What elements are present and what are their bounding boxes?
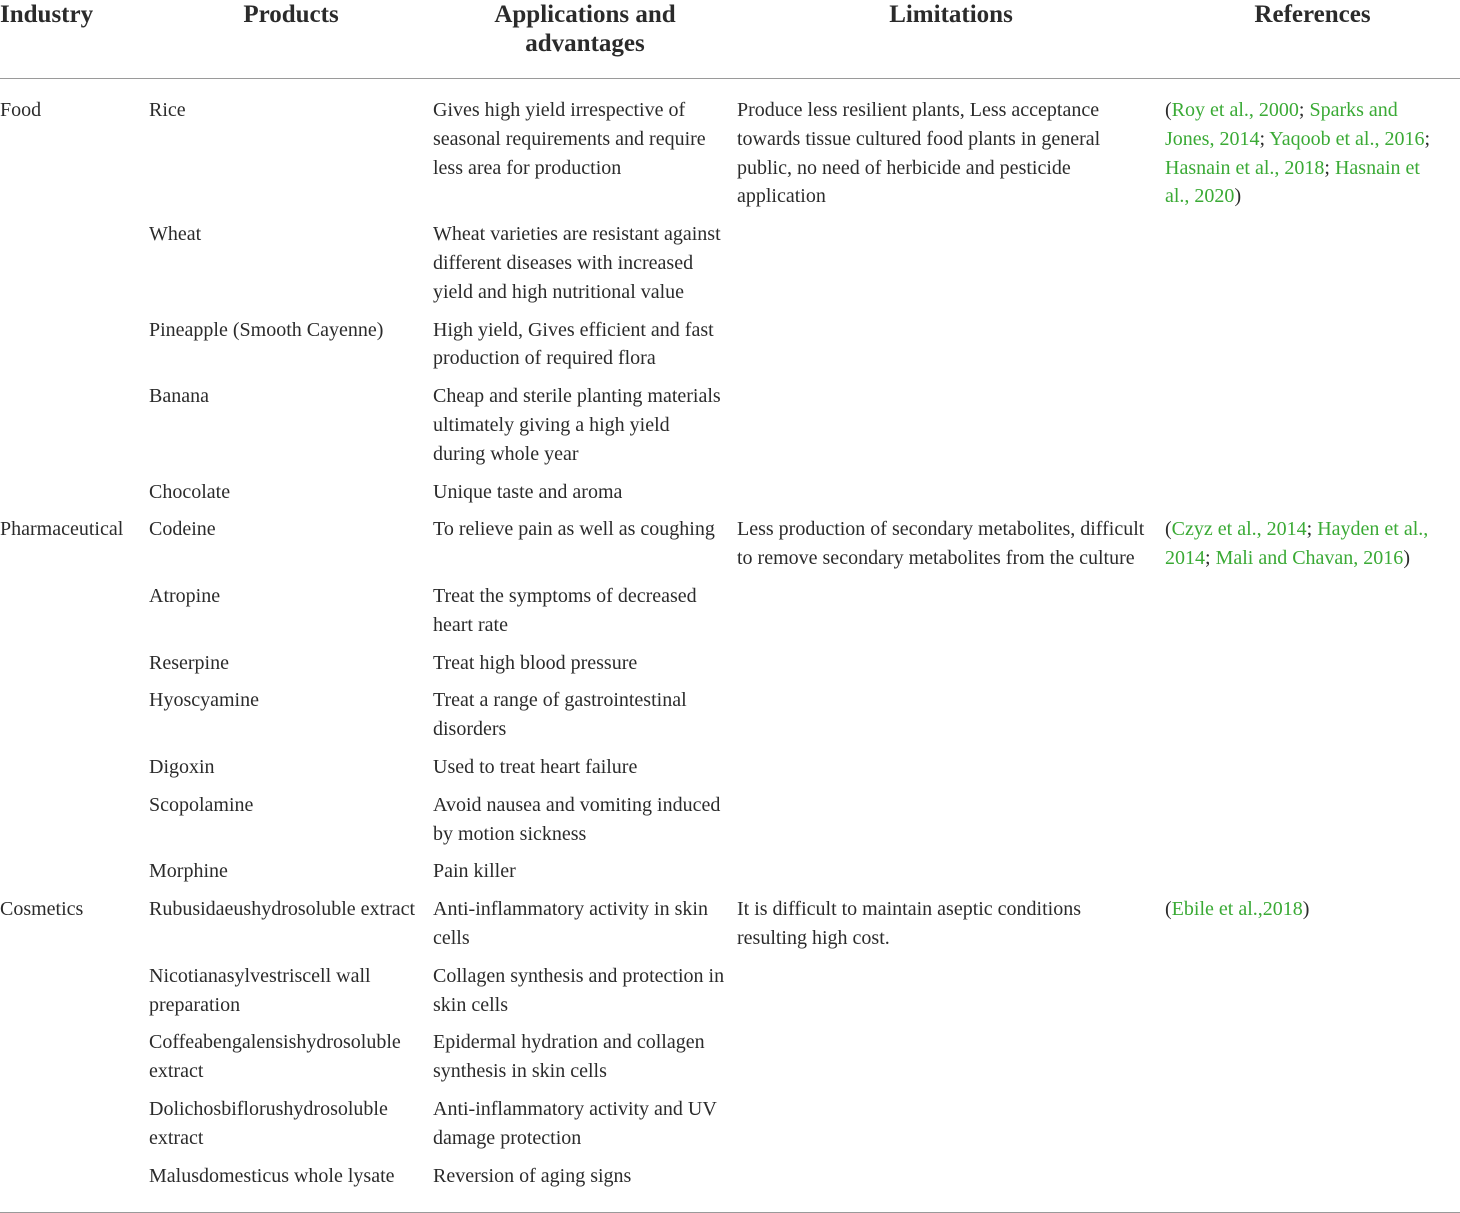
cell-limitation: Less production of secondary metabolites, difficult to remove secondary metabolites from the culture — [737, 518, 1145, 570]
cell-references: (Ebile et al.,2018) — [1165, 898, 1310, 921]
cell-references — [1165, 1157, 1460, 1213]
cell-limitation — [737, 786, 1165, 853]
cell-industry — [0, 681, 149, 748]
cell-application: To relieve pain as well as coughing — [433, 518, 715, 541]
table-row — [0, 577, 1460, 644]
cell-product: Dolichosbiflorushydrosoluble extract — [149, 1097, 388, 1149]
cell-limitation — [737, 215, 1165, 310]
cell-application: Pain killer — [433, 860, 516, 883]
table-row — [0, 377, 1460, 472]
cell-product: Atropine — [149, 584, 221, 607]
cell-references — [1165, 852, 1460, 890]
cell-limitation — [737, 1157, 1165, 1213]
cell-industry — [0, 786, 149, 853]
cell-application: Treat a range of gastrointestinal disorders — [433, 689, 687, 741]
cell-industry: Cosmetics — [0, 898, 84, 921]
cell-references — [1165, 644, 1460, 682]
cell-limitation: It is difficult to maintain aseptic conditions resulting high cost. — [737, 898, 1082, 949]
cell-limitation — [737, 748, 1165, 786]
table-row — [0, 79, 1460, 216]
header-applications: Applications and advantages — [433, 0, 737, 79]
cell-industry — [0, 577, 149, 644]
cell-references — [1165, 748, 1460, 786]
cell-product: Pineapple (Smooth Cayenne) — [149, 318, 384, 341]
cell-product: Wheat — [149, 223, 202, 246]
cell-references: (Czyz et al., 2014; Hayden et al., 2014; Mali and Chavan, 2016) — [1165, 518, 1429, 570]
table-row — [0, 852, 1460, 890]
cell-product: Malusdomesticus whole lysate — [149, 1157, 433, 1213]
cell-product: Scopolamine — [149, 793, 254, 816]
header-row — [0, 0, 1460, 79]
cell-product: Reserpine — [149, 651, 229, 674]
cell-industry — [0, 957, 149, 1024]
cell-references: (Roy et al., 2000; Sparks and Jones, 2014; Yaqoob et al., 2016; Hasnain et al., 2018; Hasnain et al., 2020) — [1165, 99, 1431, 208]
table-row — [0, 644, 1460, 682]
cell-references — [1165, 215, 1460, 310]
cell-industry — [0, 215, 149, 310]
cell-limitation — [737, 311, 1165, 378]
header-limitations: Limitations — [737, 0, 1165, 79]
cell-references — [1165, 473, 1460, 511]
cell-industry: Pharmaceutical — [0, 518, 124, 541]
cell-references — [1165, 957, 1460, 1024]
cell-limitation — [737, 577, 1165, 644]
cell-product: Rubusidaeushydrosoluble extract — [149, 898, 416, 921]
table-row — [0, 890, 1460, 957]
cell-references — [1165, 377, 1460, 472]
cell-references — [1165, 1090, 1460, 1157]
cell-limitation — [737, 852, 1165, 890]
table-header — [0, 0, 1460, 79]
cell-product: Nicotianasylvestriscell wall preparation — [149, 964, 371, 1016]
cell-industry — [0, 748, 149, 786]
cell-references — [1165, 681, 1460, 748]
reference-link[interactable]: Hasnain et al., 2020 — [1165, 156, 1420, 208]
reference-link[interactable]: Hasnain et al., 2018 — [1165, 156, 1325, 179]
cell-limitation — [737, 377, 1165, 472]
cell-references — [1165, 577, 1460, 644]
cell-limitation — [737, 957, 1165, 1024]
cell-limitation: Produce less resilient plants, Less acceptance towards tissue cultured food plants in general public, no need of herbicide and pesticide application — [737, 99, 1101, 208]
table-row — [0, 1157, 1460, 1213]
table-row — [0, 786, 1460, 853]
reference-link[interactable]: Roy et al., 2000 — [1171, 99, 1299, 121]
header-references: References — [1165, 0, 1460, 79]
cell-application: Epidermal hydration and collagen synthesis in skin cells — [433, 1031, 705, 1083]
cell-industry — [0, 644, 149, 682]
cell-application: Cheap and sterile planting materials ultimately giving a high yield during whole year — [433, 385, 721, 465]
cell-application: Unique taste and aroma — [433, 480, 623, 503]
reference-link[interactable]: Hayden et al., 2014 — [1165, 518, 1429, 570]
cell-industry — [0, 1157, 149, 1213]
reference-link[interactable]: Ebile et al.,2018 — [1171, 898, 1303, 921]
cell-product: Digoxin — [149, 755, 215, 778]
table-row — [0, 215, 1460, 310]
cell-industry — [0, 1023, 149, 1090]
reference-link[interactable]: Yaqoob et al., 2016 — [1269, 127, 1425, 150]
table-body — [0, 79, 1460, 1213]
table-row — [0, 473, 1460, 511]
header-products: Products — [149, 0, 433, 79]
cell-industry: Food — [0, 99, 42, 121]
cell-product: Hyoscyamine — [149, 689, 259, 712]
cell-application: Anti-inflammatory activity and UV damage protection — [433, 1097, 717, 1149]
table-row — [0, 311, 1460, 378]
cell-industry — [0, 473, 149, 511]
cell-application: Treat the symptoms of decreased heart rate — [433, 584, 697, 636]
reference-link[interactable]: Sparks and Jones, 2014 — [1165, 99, 1398, 150]
cell-references — [1165, 1023, 1460, 1090]
cell-industry — [0, 377, 149, 472]
table-row — [0, 748, 1460, 786]
reference-link[interactable]: Mali and Chavan, 2016 — [1215, 547, 1404, 570]
reference-link[interactable]: Czyz et al., 2014 — [1171, 518, 1307, 541]
cell-application: Collagen synthesis and protection in skin cells — [433, 964, 725, 1016]
cell-application: Reversion of aging signs — [433, 1157, 737, 1213]
cell-product: Banana — [149, 385, 209, 408]
cell-application: High yield, Gives efficient and fast production of required flora — [433, 318, 714, 370]
cell-application: Wheat varieties are resistant against different diseases with increased yield and high nutritional value — [433, 223, 721, 303]
cell-limitation — [737, 681, 1165, 748]
cell-product: Chocolate — [149, 480, 231, 503]
cell-product: Morphine — [149, 860, 228, 883]
cell-industry — [0, 1090, 149, 1157]
cell-application: Anti-inflammatory activity in skin cells — [433, 898, 708, 949]
cell-application: Avoid nausea and vomiting induced by motion sickness — [433, 793, 721, 845]
cell-references — [1165, 786, 1460, 853]
cell-limitation — [737, 1090, 1165, 1157]
cell-limitation — [737, 644, 1165, 682]
table-row — [0, 681, 1460, 748]
cell-product: Coffeabengalensishydrosoluble extract — [149, 1031, 401, 1083]
cell-application: Used to treat heart failure — [433, 755, 638, 778]
cell-product: Codeine — [149, 518, 216, 541]
table-row — [0, 1023, 1460, 1090]
cell-industry — [0, 852, 149, 890]
table-row — [0, 1090, 1460, 1157]
cell-limitation — [737, 473, 1165, 511]
table-row — [0, 957, 1460, 1024]
cell-application: Gives high yield irrespective of seasonal requirements and require less area for production — [433, 99, 706, 179]
cell-industry — [0, 311, 149, 378]
header-industry: Industry — [0, 0, 149, 79]
cell-application: Treat high blood pressure — [433, 651, 638, 674]
cell-references — [1165, 311, 1460, 378]
table-row — [0, 510, 1460, 577]
cell-product: Rice — [149, 99, 186, 121]
cell-limitation — [737, 1023, 1165, 1090]
